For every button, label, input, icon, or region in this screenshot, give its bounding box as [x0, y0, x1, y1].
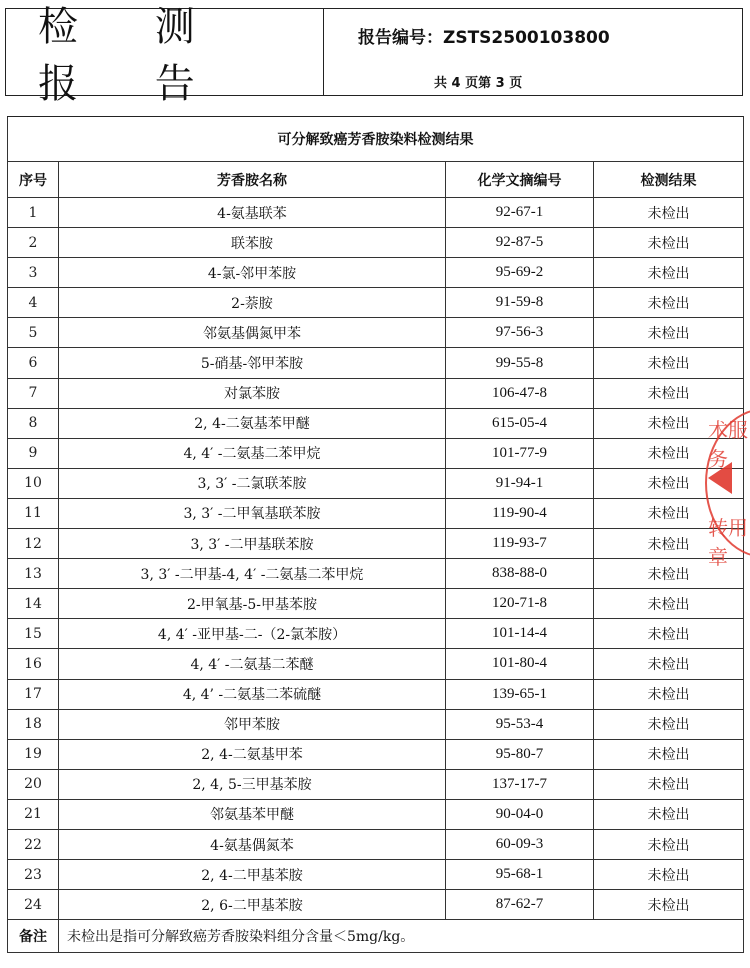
report-header [5, 4, 743, 107]
test-result: 未检出 [594, 709, 744, 739]
test-result: 未检出 [594, 438, 744, 468]
seal-text-top: 术服务 [708, 418, 748, 471]
test-result: 未检出 [594, 198, 744, 228]
row-number: 13 [8, 559, 59, 589]
cas-number: 60-09-3 [446, 829, 594, 859]
report-title: 检 测 报 告 [6, 9, 324, 95]
row-number: 5 [8, 318, 59, 348]
amine-name: 4, 4′ -二氨基二苯甲烷 [59, 438, 446, 468]
test-result: 未检出 [594, 679, 744, 709]
note-text: 未检出是指可分解致癌芳香胺染料组分含量＜5mg/kg。 [59, 920, 744, 953]
amine-name: 邻氨基偶氮甲苯 [59, 318, 446, 348]
table-row [8, 498, 744, 528]
test-result: 未检出 [594, 649, 744, 679]
table-row [8, 739, 744, 769]
col-header-result: 检测结果 [594, 162, 744, 198]
cas-number: 95-68-1 [446, 860, 594, 890]
amine-name: 4-氨基联苯 [59, 198, 446, 228]
cas-number: 95-53-4 [446, 709, 594, 739]
amine-name: 2-萘胺 [59, 288, 446, 318]
amine-name: 2, 4-二氨基甲苯 [59, 739, 446, 769]
row-number: 19 [8, 739, 59, 769]
table-row [8, 378, 744, 408]
test-result: 未检出 [594, 408, 744, 438]
row-number: 15 [8, 619, 59, 649]
col-header-no: 序号 [8, 162, 59, 198]
table-body [8, 198, 744, 920]
note-label: 备注 [8, 920, 59, 953]
amine-name: 2, 4-二甲基苯胺 [59, 860, 446, 890]
page-info: 共 4 页第 3 页 [434, 76, 523, 91]
test-result: 未检出 [594, 348, 744, 378]
test-result: 未检出 [594, 799, 744, 829]
cas-number: 106-47-8 [446, 378, 594, 408]
col-header-name: 芳香胺名称 [59, 162, 446, 198]
table-row [8, 468, 744, 498]
cas-number: 101-77-9 [446, 438, 594, 468]
test-result: 未检出 [594, 559, 744, 589]
cas-number: 95-69-2 [446, 258, 594, 288]
cas-number: 91-59-8 [446, 288, 594, 318]
amine-name: 2-甲氧基-5-甲基苯胺 [59, 589, 446, 619]
cas-number: 137-17-7 [446, 769, 594, 799]
row-number: 16 [8, 649, 59, 679]
cas-number: 120-71-8 [446, 589, 594, 619]
table-row [8, 318, 744, 348]
row-number: 22 [8, 829, 59, 859]
table-row [8, 228, 744, 258]
amine-name: 3, 3′ -二甲基-4, 4′ -二氨基二苯甲烷 [59, 559, 446, 589]
cas-number: 92-67-1 [446, 198, 594, 228]
amine-name: 2, 4-二氨基苯甲醚 [59, 408, 446, 438]
row-number: 21 [8, 799, 59, 829]
table-row [8, 799, 744, 829]
amine-name: 2, 6-二甲基苯胺 [59, 890, 446, 920]
cas-number: 615-05-4 [446, 408, 594, 438]
row-number: 11 [8, 498, 59, 528]
seal-star-icon [708, 462, 732, 494]
row-number: 14 [8, 589, 59, 619]
row-number: 3 [8, 258, 59, 288]
cas-number: 99-55-8 [446, 348, 594, 378]
amine-name: 3, 3′ -二氯联苯胺 [59, 468, 446, 498]
cas-number: 119-90-4 [446, 498, 594, 528]
row-number: 1 [8, 198, 59, 228]
row-number: 2 [8, 228, 59, 258]
table-row [8, 649, 744, 679]
cas-number: 91-94-1 [446, 468, 594, 498]
test-result: 未检出 [594, 829, 744, 859]
row-number: 8 [8, 408, 59, 438]
table-row [8, 288, 744, 318]
cas-number: 92-87-5 [446, 228, 594, 258]
row-number: 23 [8, 860, 59, 890]
cas-number: 838-88-0 [446, 559, 594, 589]
test-result: 未检出 [594, 769, 744, 799]
row-number: 7 [8, 378, 59, 408]
cas-number: 95-80-7 [446, 739, 594, 769]
seal-text-bottom: 转用章 [708, 516, 748, 569]
row-number: 12 [8, 529, 59, 559]
amine-name: 4-氨基偶氮苯 [59, 829, 446, 859]
cas-number: 101-14-4 [446, 619, 594, 649]
report-number: 报告编号：ZSTS2500103800 [358, 28, 610, 48]
results-table-wrapper [7, 116, 743, 953]
amine-name: 4-氯-邻甲苯胺 [59, 258, 446, 288]
cas-number: 119-93-7 [446, 529, 594, 559]
row-number: 6 [8, 348, 59, 378]
test-result: 未检出 [594, 498, 744, 528]
amine-name: 邻甲苯胺 [59, 709, 446, 739]
table-row [8, 679, 744, 709]
table-row [8, 198, 744, 228]
test-result: 未检出 [594, 529, 744, 559]
cas-number: 90-04-0 [446, 799, 594, 829]
table-row [8, 860, 744, 890]
table-caption: 可分解致癌芳香胺染料检测结果 [8, 117, 744, 162]
test-result: 未检出 [594, 860, 744, 890]
table-row [8, 890, 744, 920]
table-caption-row [8, 117, 744, 162]
note-row [8, 920, 744, 953]
table-row [8, 408, 744, 438]
table-row [8, 709, 744, 739]
amine-name: 3, 3′ -二甲基联苯胺 [59, 529, 446, 559]
amine-name: 4, 4′ -二氨基二苯醚 [59, 649, 446, 679]
amine-name: 4, 4’ -二氨基二苯硫醚 [59, 679, 446, 709]
table-row [8, 348, 744, 378]
amine-name: 5-硝基-邻甲苯胺 [59, 348, 446, 378]
amine-name: 3, 3′ -二甲氧基联苯胺 [59, 498, 446, 528]
test-result: 未检出 [594, 288, 744, 318]
table-header-row [8, 162, 744, 198]
table-row [8, 529, 744, 559]
results-table [7, 116, 744, 953]
test-result: 未检出 [594, 258, 744, 288]
test-result: 未检出 [594, 378, 744, 408]
row-number: 18 [8, 709, 59, 739]
row-number: 17 [8, 679, 59, 709]
amine-name: 联苯胺 [59, 228, 446, 258]
test-result: 未检出 [594, 890, 744, 920]
row-number: 20 [8, 769, 59, 799]
table-row [8, 258, 744, 288]
test-result: 未检出 [594, 228, 744, 258]
row-number: 9 [8, 438, 59, 468]
test-result: 未检出 [594, 589, 744, 619]
amine-name: 4, 4′ -亚甲基-二-（2-氯苯胺） [59, 619, 446, 649]
table-row [8, 559, 744, 589]
row-number: 24 [8, 890, 59, 920]
amine-name: 2, 4, 5-三甲基苯胺 [59, 769, 446, 799]
test-result: 未检出 [594, 318, 744, 348]
row-number: 10 [8, 468, 59, 498]
amine-name: 对氯苯胺 [59, 378, 446, 408]
col-header-cas: 化学文摘编号 [446, 162, 594, 198]
cas-number: 87-62-7 [446, 890, 594, 920]
table-row [8, 829, 744, 859]
table-row [8, 619, 744, 649]
test-result: 未检出 [594, 468, 744, 498]
row-number: 4 [8, 288, 59, 318]
cas-number: 139-65-1 [446, 679, 594, 709]
cas-number: 97-56-3 [446, 318, 594, 348]
amine-name: 邻氨基苯甲醚 [59, 799, 446, 829]
table-row [8, 589, 744, 619]
test-result: 未检出 [594, 739, 744, 769]
cas-number: 101-80-4 [446, 649, 594, 679]
test-result: 未检出 [594, 619, 744, 649]
table-row [8, 769, 744, 799]
table-row [8, 438, 744, 468]
